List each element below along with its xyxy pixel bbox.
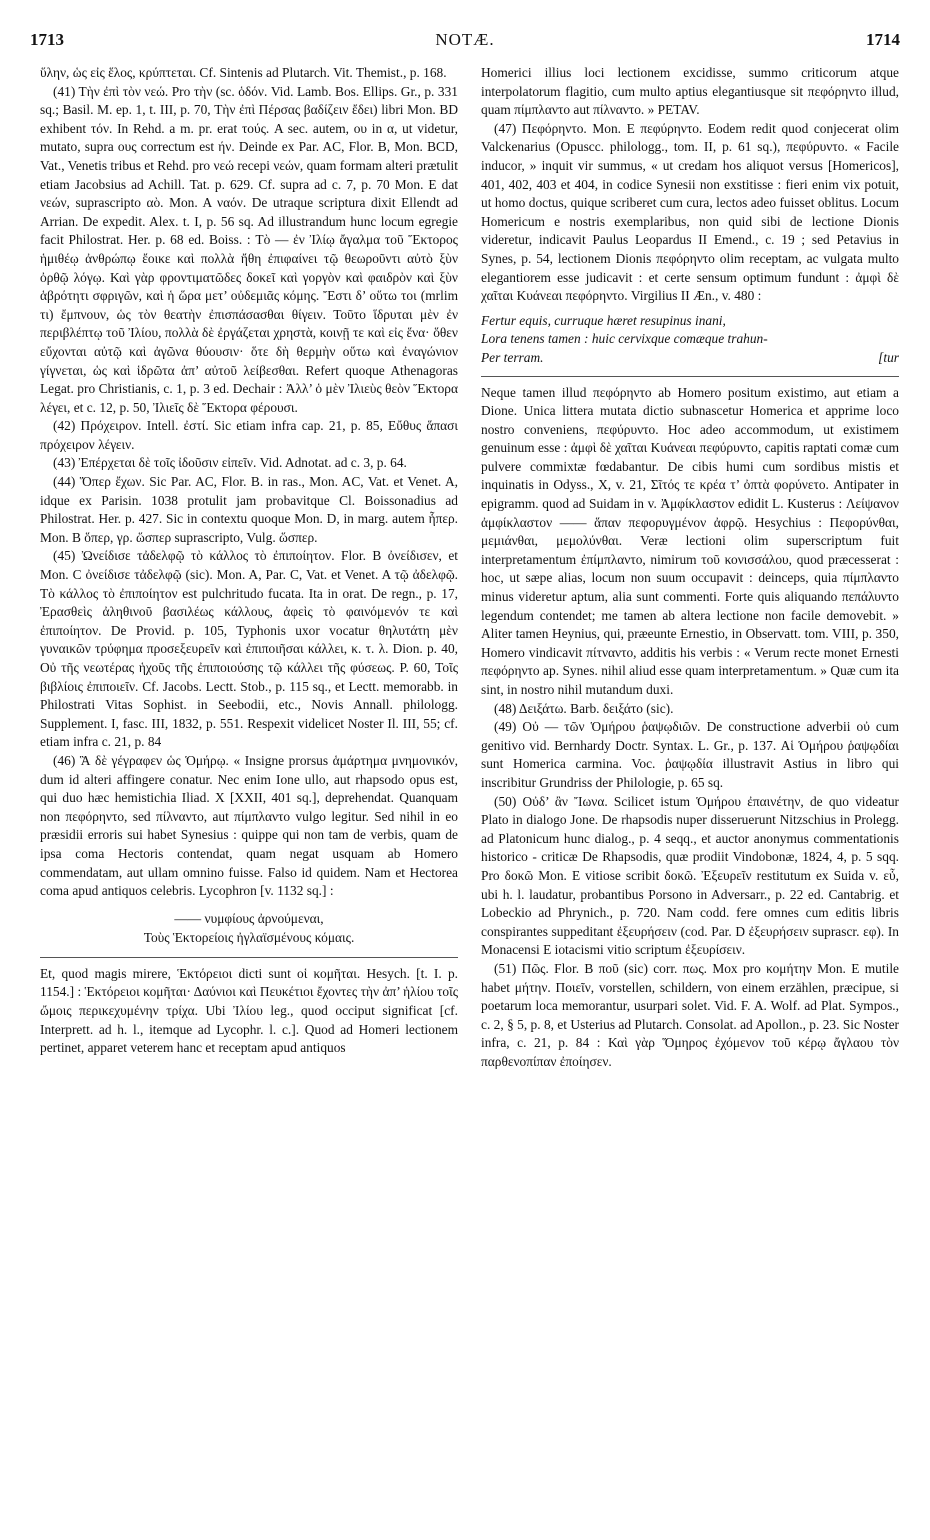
note-46: (46) Ἃ δὲ γέγραφεν ὡς Ὁμήρῳ. « Insigne prorsus ἁμάρτημα μνημονικόν, dum id alteri affingere conatur. Nec enim Ione ullo, aut rhapsodo opus est, qui duo hæc hemistichia Iliad. X [XXII, 401 sq.], deprehendat. Quanquam non πεφόρηντο, sed πίλναντο, aut πίμπλαντο vulgo legitur. Sed nihil in eo præsidii erroris sui habet Synesius : quippe qui non tam de verbis, quam de ipsa coma Hectoris contendat, quam negat usquam ab Homero commendatam, aut ullam omnino fuisse. Falso id quidem. Nam et Hectorea coma apud antiquos celebris. Lycophron [v. 1132 sq.] : bbox=[40, 752, 458, 899]
note-42: (42) Πρόχειρον. Intell. ἐστί. Sic etiam infra cap. 21, p. 85, Εὔθυς ἅπασι πρόχειρον λέγειν. bbox=[40, 418, 458, 452]
page-header bbox=[30, 30, 900, 56]
latin-verse-quote bbox=[481, 312, 899, 368]
page-number-left: 1713 bbox=[30, 30, 64, 49]
verse-line: Lora tenens tamen : huic cervixque comæque trahun- bbox=[481, 331, 768, 347]
note-continuation: Neque tamen illud πεφόρηντο ab Homero positum existimo, aut etiam a Dione. Unica littera mutata dictio subnascetur Homerica et apprime loco nostro conveniens, πεφύρυντο. Hoc adeo accommodum, ut existimem genuinum esse : ἀμφὶ δὲ χαῖται Κυάνεαι πεφύρυντο, capitis raptati comæ cum pulvere commixtæ fœdabantur. De cibis humi cum sordibus mistis et inquinatis in Odyss., X, v. 21, Σῖτός τε κρέα τ’ ὀπτὰ φορύνετο. Antipater in epigramm. quod ad Suidam in v. Ἀμφίκλαστον edidit L. Kusterus : Λείψανον ἀμφίκλαστον —— ἅπαν πεφορυγμένον ἀφρῷ. Hesychius : Πεφορύνθαι, μεμιάνθαι, μεμολύνθαι. Veræ lectioni olim superscriptum fuit interpretamentum ἐπίμπλαντο, nimirum τοῦ κονισσάλου, quod præcesserat : hoc, ut sæpe alias, locum non suum occupavit : deinceps, quia πίμπλαντο minus videretur aptum, alia sunt commenti. Forte quis aliquando πεπάλυντο legendum contendet; me tamen ab altera lectione non facile demovebit. » Aliter tamen Heynius, qui, præeunte Ernestio, in Observatt. tom. VIII, p. 350, Homero vindicavit πίτναντο, additis his verbis : « Verum recte monet Ernesti πεφόρηντο ap. Synes. nihil aliud esse quam interpretamentum. » Quæ cum ita sint, in nostro nihil mutandum duxi. bbox=[481, 384, 899, 697]
greek-verse-quote bbox=[40, 909, 458, 947]
divider bbox=[481, 376, 899, 377]
note-41: (41) Τὴν ἐπὶ τὸν νεώ. Pro τὴν (sc. ὁδόν. Vid. Lamb. Bos. Ellips. Gr., p. 331 sq.; Basil. M. ep. 1, t. III, p. 70, Τὴν ἐπὶ Πέρσας βαδίζειν ἔδει) libri Mon. BD exhibent τόν. In Rehd. a m. pr. erat τούς. A sec. autem, ου in α, ut videtur, mutato, supra ους correctum est ήν. Deinde ex Par. AC, Flor. B, Mon. BCD, Vat., Venetis tribus et Rehd. pro νεώ recepi νεών, quam formam alteri prætulit etiam Jacobsius ad Achill. Tat. p. 629. Cf. supra ad c. 7, p. 70 Mon. E dat νεών, suprascripto αὸ. Mon. A ναόν. De utraque scriptura dixit Ellendt ad Arrian. De expedit. Alex. t. I, p. 56 sq. Ad illustrandum hunc locum egregie facit Philostrat. Her. p. 68 ed. Boiss. : Τὸ — ἐν Ἰλίῳ ἄγαλμα τοῦ Ἕκτορος ἡμιθέῳ ἀνθρώπῳ ἔοικε καὶ πολλὰ ἤθη ἐπιφαίνει τῷ θεωροῦντι αὐτὸ ξὺν ὀρθῷ λόγῳ. Καὶ γὰρ φροντιματῶδες δοκεῖ καὶ γοργὸν καὶ φαιδρὸν καὶ ξὺν ἁβρότητι σφριγῶν, καὶ ἡ ὥρα μετ’ οὐδεμιᾶς κόμης. Ἔστι δ’ οὕτω τοι (mrlim τι) ἔμπνουν, ὡς τὸν θεατὴν ἐπισπάσασθαι θίγειν. Τοῦτο ἵδρυται μὲν ἐν περιβλέπτῳ τοῦ Ἰλίου, πολλὰ δὲ ἐργάζεται χρηστὰ, κοινῇ τε καὶ εἰς ἕνα· ὅθεν εὔχονται αὐτῷ καὶ ἀγῶνα θύουσιν· ὅτε δὴ θερμὴν οὕτω καὶ ἐναγώνιον γίγνεται, ὡς καὶ ἱδρῶτα ἀπ’ αὐτοῦ λείβεσθαι. Refert quoque Athenagoras Legat. pro Christianis, c. 1, p. 3 ed. Dechair : Ἀλλ’ ὁ μὲν Ἰλιεὺς θεὸν Ἕκτορα λέγει, et c. 12, p. 50, Ἰλιεῖς δὲ Ἕκτορα φέρουσι. bbox=[40, 83, 458, 415]
note-44: (44) Ὅπερ ἔχων. Sic Par. AC, Flor. B. in ras., Mon. AC, Vat. et Venet. A, idque ex Parisin. 1038 protulit jam probavitque Cl. Boissonadius ad Philostrat. Her. p. 427. Sic in contextu quoque Mon. D, in marg. autem ἧπερ. Mon. B ὅπερ, γρ. ὥσπερ suprascripto, Vulg. ὥσπερ. bbox=[40, 474, 458, 545]
note-48: (48) Δειξάτω. Barb. δειξάτο (sic). bbox=[494, 700, 674, 716]
note-paragraph: ὕλην, ὡς εἰς ἕλος, κρύπτεται. Cf. Sintenis ad Plutarch. Vit. Themist., p. 168. bbox=[40, 65, 447, 80]
page-number-right: 1714 bbox=[866, 30, 900, 49]
running-title: NOTÆ. bbox=[435, 30, 495, 49]
note-49: (49) Οὐ — τῶν Ὁμήρου ῥαψῳδιῶν. De constructione adverbii οὐ cum genitivo vid. Bernhardy Doctr. Syntax. L. Gr., p. 137. Αἱ Ὁμήρου ῥαψῳδίαι sunt Homerica carmina. Voc. ῥαψῳδία illustravit Astius in libro qui inscribitur Grundriss der Philologie, p. 65 sq. bbox=[481, 719, 899, 790]
note-47: (47) Πεφόρηντο. Mon. E πεφύρηντο. Eodem redit quod conjecerat olim Valckenarius (Opuscc. philologg., tom. II, p. 61 sq.), πεφύρυντο. « Facile inducor, » inquit vir summus, « ut credam hos aliquot versus [Homericos], 401, 402, 403 et 404, in codice Synesii non exstitisse : fieri enim vix potuit, ut homo doctus, quique scriberet cum cura, lectos adeo fuisset oblitus. Locum Homericum e nostris exemplaribus, non quid sibi de lectione Dionis videretur, indicavit Paulus Leopardus II Emend., c. 19 ; sed Petavius in Synes, p. 54, lectionem Dionis πεφόρηντο olim receptam, ac vulgata multo elegantiorem esse judicavit : et certe sensum optimum fundunt : ἀμφὶ δὲ χαῖται Κυάνεαι πεφόρηντο. Virgilius II Æn., v. 480 : bbox=[481, 120, 899, 304]
note-43: (43) Ἐπέρχεται δὲ τοῖς ἰδοῦσιν εἰπεῖν. Vid. Adnotat. ad c. 3, p. 64. bbox=[53, 455, 407, 471]
verse-line: Τοὺς Ἑκτορείοις ἠγλαϊσμένους κόμαις. bbox=[143, 929, 355, 945]
divider bbox=[40, 957, 458, 958]
verse-continuation: [tur bbox=[878, 349, 899, 365]
note-51: (51) Πῶς. Flor. B ποῦ (sic) corr. πως. Mox pro κομήτην Mon. E mutile habet μήτην. Ποιεῖν, vorstellen, schildern, von einem erzählen, præcipue, si poetarum loca memorantur, usurpari solet. Vid. F. A. Wolf. ad Plat. Sympos., c. 2, § 5, p. 8, et Usterius ad Plutarch. Consolat. ad Apollon., p. 23. Sic Noster infra, c. 21, p. 84 : Καὶ γὰρ Ὅμηρος ἐχόμενον τοῦ κέρῳ ἄγλαου τὸν παρθενοπίπαν ἐποίησεν. bbox=[481, 960, 899, 1069]
note-45: (45) Ὠνείδισε τἀδελφῷ τὸ κάλλος τὸ ἐπιποίητον. Flor. B ὀνείδισεν, et Mon. C ὀνείδισε τἀδελφῷ (sic). Mon. A, Par. C, Vat. et Venet. A τῷ ἀδελφῷ. Τὸ κάλλος τὸ ἐπιποίητον est pulchritudo fucata. Ita in orat. De regn., p. 17, Ἐρασθεὶς ἀληθινοῦ βασιλέως κάλλους, ἀφεὶς τὸ φαινόμενόν τε καὶ ἐπιποίητον. De Provid. p. 105, Typhonis uxor vocatur θηλυτάτη μὲν γυναικῶν τρύφημα προσεξευρεῖν καὶ ἐπιποιῆσαι κάλλει, κ. τ. λ. Dion. p. 40, Οὐ τῆς νεωτέρας ἡχοῦς τῆς ἐπιποιούσης τῷ κάλλει τῆς φύσεως. P. 60, Τοῖς βιβλίοις ἐπιποιεῖν. Cf. Jacobs. Lectt. Stob., p. 115 sq., et Lectt. memorabb. in Philostrati Vitas Sophist. in Seebodii, etc., Novis Annall. philologg. Supplement. I, fasc. III, 1832, p. 551. Respexit videlicet Noster Il. III, 55; cf. etiam infra c. 21, p. 84 bbox=[40, 548, 458, 750]
note-continuation: Homerici illius loci lectionem excidisse, summo criticorum atque interpolatorum flagitio, cum multo aptius elegantiusque sit πεφόρηντο illud, quam πίμπλαντο aut πίλναντο. » PETAV. bbox=[481, 65, 899, 118]
right-column bbox=[481, 64, 899, 1534]
verse-line: Per terram. bbox=[481, 349, 544, 365]
verse-line: —— νυμφίους ἀρνούμεναι, bbox=[174, 910, 324, 926]
verse-line-last bbox=[481, 349, 899, 368]
note-50: (50) Οὐδ’ ἂν Ἴωνα. Scilicet istum Ὁμήρου ἐπαινέτην, de quo videatur Plato in dialogo Jone. De rhapsodis nuper disseruerunt Nitzschius in Prolegg. ad Platonicum hunc dialog., p. 4 seqq., et auctor anonymus commentationis historico - criticæ De Rhapsodis, quæ prodiit Vindobonæ, 1824, 4, p. 5 sqq. Pro δοκῶ Mon. E vitiose scribit δοκῶ. Ἐξευρεῖν restitutum ex Suida v. εὖ, ubi h. l. laudatur, probantibus Porsono in Adversarr., p. 22 ed. Cantabrig. et Lobeckio ad Phrynich., p. 720. Nam codd. fere omnes cum editis libris conspirantes suppeditant ἐξευρήσειν (cod. Par. D ἐξευρήσειν suprascr. εφ). In Monacensi E iotacismi vitio scriptum ἐξευρίσειν. bbox=[481, 793, 899, 958]
left-column bbox=[40, 64, 458, 1534]
verse-line: Fertur equis, curruque hæret resupinus inani, bbox=[481, 312, 726, 328]
note-continuation: Et, quod magis mirere, Ἑκτόρειοι dicti sunt οἱ κομῆται. Hesych. [t. I. p. 1154.] : Ἑκτόρειοι κομῆται· Δαύνιοι καὶ Πευκέτιοι ἔχοντες τὴν ἀπ’ ἡλίου τοῖς ὤμοις περικεχυμένην τρίχα. Ubi Ἰλίου leg., quod occiput significat [cf. Interprett. ad h. l., itemque ad Lycophr. l. c.]. Quod ad Homeri lectionem pertinet, apparet veterem hanc et receptam apud antiquos bbox=[40, 965, 458, 1056]
